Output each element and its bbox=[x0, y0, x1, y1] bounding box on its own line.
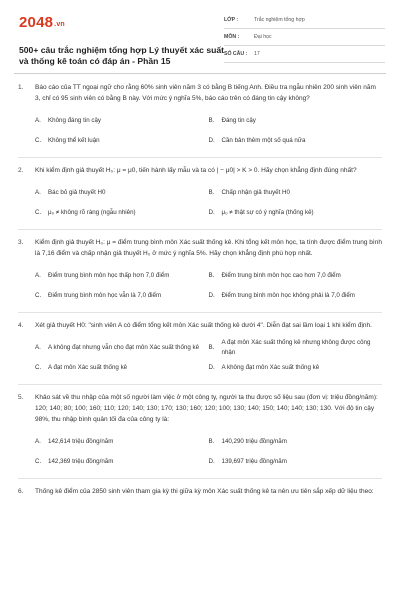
question-stem bbox=[18, 165, 382, 176]
option-letter: A. bbox=[35, 117, 41, 124]
option-text: Không đáng tin cậy bbox=[48, 117, 101, 124]
answer-option-a[interactable] bbox=[35, 111, 209, 131]
answer-option-d[interactable] bbox=[209, 131, 383, 151]
option-text: Đáng tin cậy bbox=[221, 117, 256, 124]
question-divider bbox=[18, 229, 382, 230]
meta-row-class bbox=[224, 12, 385, 29]
option-letter: B. bbox=[208, 117, 215, 124]
question-1 bbox=[18, 82, 382, 151]
option-text: A đạt môn Xác suất thống kê bbox=[48, 364, 128, 371]
question-divider bbox=[18, 384, 382, 385]
option-text: 139,697 triệu đồng/năm bbox=[221, 458, 287, 465]
question-stem bbox=[18, 486, 382, 497]
answer-option-b[interactable] bbox=[209, 111, 383, 131]
question-text: Khảo sát về thu nhập của một số người làm việc ở một công ty, người ta thu được số liệu sau (đơn vị: triệu đồng/năm): 120; 140; 80; 100; 160; 110; 120; 140; 130; 170; 130; 160; 120; 100; 130; 140; 150; 140; 140; 130; 130. Với độ tin cậy 98%, thu nhập bình quân tối đa của công ty là: bbox=[35, 394, 378, 423]
option-text: Chấp nhận giả thuyết H0 bbox=[221, 189, 290, 196]
question-text: Thống kê điểm của 2850 sinh viên tham gia kỳ thi giữa kỳ môn Xác suất thống kê ta nên ưu tiên sắp xếp dữ liệu theo: bbox=[35, 488, 374, 495]
option-letter: A. bbox=[35, 438, 41, 445]
question-text: Xét giả thuyết H0: "sinh viên A có điểm tổng kết môn Xác suất thống kê dưới 4". Diễn đạt sai lầm loại 1 khi kiểm định. bbox=[35, 322, 372, 329]
question-number: 2. bbox=[18, 167, 24, 174]
answer-options bbox=[35, 183, 382, 223]
question-number: 4. bbox=[18, 322, 24, 329]
answer-option-c[interactable] bbox=[35, 203, 209, 223]
answer-option-b[interactable] bbox=[209, 183, 383, 203]
meta-row-subject bbox=[224, 29, 385, 46]
option-letter: C. bbox=[35, 292, 42, 299]
answer-option-c[interactable] bbox=[35, 286, 209, 306]
answer-options bbox=[35, 338, 382, 378]
answer-options bbox=[35, 111, 382, 151]
meta-row-count bbox=[224, 46, 385, 63]
option-text: Bác bỏ giả thuyết H0 bbox=[48, 189, 106, 196]
option-letter: C. bbox=[35, 458, 42, 465]
option-letter: D. bbox=[208, 292, 215, 299]
answer-option-a[interactable] bbox=[35, 183, 209, 203]
option-text: 142,614 triệu đồng/năm bbox=[48, 438, 114, 445]
option-letter: D. bbox=[208, 364, 215, 371]
option-letter: C. bbox=[35, 364, 42, 371]
answer-option-a[interactable] bbox=[35, 338, 209, 358]
option-letter: A. bbox=[35, 272, 41, 279]
question-stem bbox=[18, 237, 382, 259]
answer-option-c[interactable] bbox=[35, 452, 209, 472]
question-2 bbox=[18, 165, 382, 223]
question-text: Kiểm định giả thuyết H₀: μ = điểm trung bình môn Xác suất thống kê. Khi tổng kết môn học, ta tính được điểm trung bình là 7,16 điểm và chấp nhận giả thuyết H₀ ở mức ý nghĩa 5%. Hãy chọn khẳng định phù hợp nhất. bbox=[35, 239, 382, 257]
answer-option-d[interactable] bbox=[209, 203, 383, 223]
option-letter: A. bbox=[35, 344, 41, 351]
answer-option-a[interactable] bbox=[35, 432, 209, 452]
option-letter: C. bbox=[35, 209, 42, 216]
answer-options bbox=[35, 432, 382, 472]
question-divider bbox=[18, 478, 382, 479]
meta-value: Đại học bbox=[254, 34, 272, 40]
option-letter: B. bbox=[208, 189, 215, 196]
question-list bbox=[18, 82, 382, 497]
option-letter: B. bbox=[208, 272, 215, 279]
question-6 bbox=[18, 486, 382, 497]
option-text: Điểm trung bình môn học cao hơn 7,0 điểm bbox=[221, 272, 341, 279]
option-letter: C. bbox=[35, 137, 42, 144]
question-stem bbox=[18, 82, 382, 104]
logo-suffix: .vn bbox=[54, 21, 65, 28]
option-text: Điểm trung bình môn học thấp hơn 7,0 điểm bbox=[48, 272, 170, 279]
meta-value: 17 bbox=[254, 51, 260, 57]
answer-options bbox=[35, 266, 382, 306]
question-text: Báo cáo của TT ngoại ngữ cho rằng 60% sinh viên năm 3 có bằng B tiếng Anh. Điều tra ngẫu nhiên 200 sinh viên năm 3, chỉ có 95 sinh viên có bằng B này. Với mức ý nghĩa 5%, báo cáo trên có đáng tin cậy không? bbox=[35, 84, 376, 102]
answer-option-b[interactable] bbox=[209, 338, 383, 358]
option-text: A không đạt nhưng vẫn cho đạt môn Xác suất thống kê bbox=[48, 344, 200, 351]
option-text: A không đạt môn Xác suất thống kê bbox=[221, 364, 320, 371]
meta-label: LỚP : bbox=[224, 17, 239, 23]
document-meta-table bbox=[224, 12, 385, 63]
question-number: 5. bbox=[18, 394, 24, 401]
meta-label: SỐ CÂU : bbox=[224, 51, 248, 57]
question-number: 3. bbox=[18, 239, 24, 246]
question-number: 6. bbox=[18, 488, 24, 495]
option-letter: D. bbox=[208, 458, 215, 465]
question-stem bbox=[18, 320, 382, 331]
answer-option-d[interactable] bbox=[209, 452, 383, 472]
question-3 bbox=[18, 237, 382, 306]
option-text: Điểm trung bình môn học không phải là 7,0 điểm bbox=[221, 292, 355, 299]
answer-option-b[interactable] bbox=[209, 432, 383, 452]
header-divider bbox=[14, 73, 386, 74]
answer-option-d[interactable] bbox=[209, 358, 383, 378]
answer-option-c[interactable] bbox=[35, 358, 209, 378]
option-letter: D. bbox=[208, 209, 215, 216]
option-letter: A. bbox=[35, 189, 41, 196]
question-number: 1. bbox=[18, 84, 24, 91]
question-divider bbox=[18, 157, 382, 158]
meta-label: MÔN : bbox=[224, 34, 240, 40]
option-text: 140,290 triệu đồng/năm bbox=[221, 438, 287, 445]
answer-option-c[interactable] bbox=[35, 131, 209, 151]
question-4 bbox=[18, 320, 382, 378]
answer-option-a[interactable] bbox=[35, 266, 209, 286]
option-letter: B. bbox=[208, 438, 215, 445]
meta-value: Trắc nghiệm tổng hợp bbox=[254, 17, 305, 23]
logo-main: 2048 bbox=[19, 14, 54, 31]
option-text: μ₀ ≠ không rõ ràng (ngẫu nhiên) bbox=[48, 209, 136, 216]
question-divider bbox=[18, 312, 382, 313]
option-text: Cần bản thêm một số quá nữa bbox=[221, 137, 306, 144]
answer-option-b[interactable] bbox=[209, 266, 383, 286]
document-title: 500+ câu trắc nghiệm tổng hợp Lý thuyết xác suất và thống kê toán có đáp án - Phần 15 bbox=[19, 45, 225, 66]
option-text: Không thể kết luận bbox=[48, 137, 100, 144]
option-text: 142,369 triệu đồng/năm bbox=[48, 458, 114, 465]
option-text: A đạt môn Xác suất thống kê nhưng không được công nhận bbox=[221, 339, 371, 356]
option-text: Điểm trung bình môn học vẫn là 7,0 điểm bbox=[48, 292, 162, 299]
question-stem bbox=[18, 392, 382, 425]
option-text: μ₀ ≠ thật sự có ý nghĩa (thống kê) bbox=[221, 209, 314, 216]
question-text: Khi kiểm định giả thuyết H₀: μ = μ0, tiến hành lấy mẫu và ta có | − μ0| > K > 0. Hãy chọn khẳng định đúng nhất? bbox=[35, 167, 357, 174]
answer-option-d[interactable] bbox=[209, 286, 383, 306]
option-letter: B. bbox=[208, 344, 215, 351]
question-5 bbox=[18, 392, 382, 472]
option-letter: D. bbox=[208, 137, 215, 144]
site-logo[interactable] bbox=[19, 14, 65, 31]
